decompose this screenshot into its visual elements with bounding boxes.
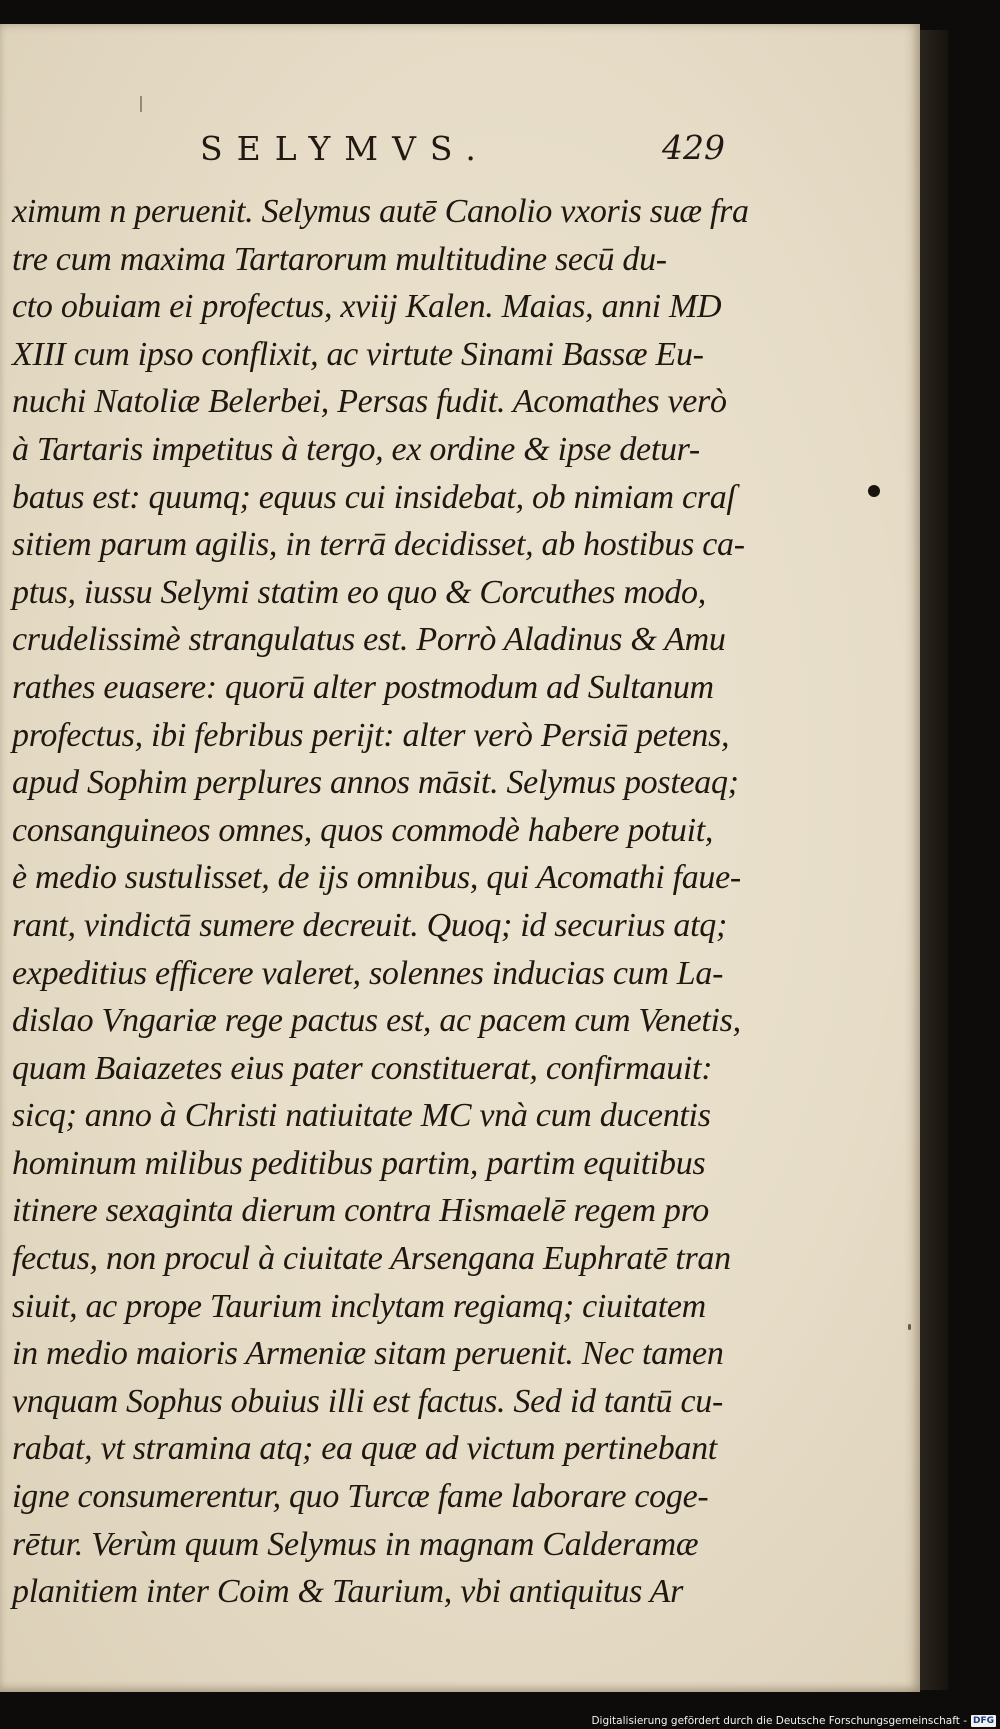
text-line: è medio sustulisset, de ijs omnibus, qui Acomathi faue-: [12, 859, 741, 897]
text-line: expeditius efficere valeret, solennes inducias cum La-: [12, 954, 724, 992]
text-line: tre cum maxima Tartarorum multitudine secū du-: [12, 240, 667, 278]
text-line: itinere sexaginta dierum contra Hismaelē regem pro: [12, 1192, 709, 1230]
page-number: 429: [662, 128, 725, 167]
text-line: profectus, ibi febribus perijt: alter verò Persiā petens,: [12, 716, 730, 754]
text-line: igne consumerentur, quo Turcæ fame laborare coge-: [12, 1478, 709, 1516]
text-line: XIII cum ipso conflixit, ac virtute Sinami Bassæ Eu-: [12, 335, 704, 373]
text-line: sicq; anno à Christi natiuitate MC vnà cum ducentis: [12, 1097, 711, 1135]
body-text: [12, 188, 764, 1616]
text-line: dislao Vngariæ rege pactus est, ac pacem cum Venetis,: [12, 1002, 741, 1040]
text-line: sitiem parum agilis, in terrā decidisset, ab hostibus ca-: [12, 526, 745, 564]
text-line: hominum milibus peditibus partim, partim equitibus: [12, 1144, 706, 1182]
text-line: rabat, vt stramina atq; ea quæ ad victum pertinebant: [12, 1430, 717, 1468]
text-line: batus est: quumq; equus cui insidebat, ob nimiam craſ: [12, 478, 736, 516]
text-line: quam Baiazetes eius pater constituerat, confirmauit:: [12, 1049, 713, 1087]
book-page: [0, 24, 920, 1692]
running-head: SELYMVS.: [200, 129, 490, 168]
text-line: rētur. Verùm quum Selymus in magnam Calderamæ: [12, 1525, 699, 1563]
text-line: rant, vindictā sumere decreuit. Quoq; id securius atq;: [12, 906, 727, 944]
ink-spot: [868, 485, 880, 497]
text-line: crudelissimè strangulatus est. Porrò Aladinus & Amu: [12, 621, 726, 659]
page-edge-shadow: [920, 30, 948, 1690]
text-line: siuit, ac prope Taurium inclytam regiamq; ciuitatem: [12, 1287, 706, 1325]
text-line: in medio maioris Armeniæ sitam peruenit. Nec tamen: [12, 1335, 724, 1373]
text-line: ximum n peruenit. Selymus autē Canolio vxoris suæ fra: [12, 193, 749, 230]
digitization-credit: [591, 1715, 996, 1727]
text-line: cto obuiam ei profectus, xviij Kalen. Maias, anni MD: [12, 288, 722, 326]
ink-speck: [908, 1324, 911, 1330]
margin-mark: [140, 96, 142, 112]
dfg-logo-icon: DFG: [972, 1716, 994, 1726]
text-line: fectus, non procul à ciuitate Arsengana Euphratē tran: [12, 1240, 731, 1278]
credit-text: Digitalisierung gefördert durch die Deutsche Forschungsgemeinschaft -: [591, 1715, 967, 1727]
text-line: planitiem inter Coim & Taurium, vbi antiquitus Ar: [12, 1573, 684, 1611]
text-line: ptus, iussu Selymi statim eo quo & Corcuthes modo,: [12, 573, 706, 611]
text-line: consanguineos omnes, quos commodè habere potuit,: [12, 811, 714, 849]
text-line: rathes euasere: quorū alter postmodum ad Sultanum: [12, 668, 714, 706]
text-line: à Tartaris impetitus à tergo, ex ordine & ipse detur-: [12, 430, 700, 468]
text-line: vnquam Sophus obuius illi est factus. Sed id tantū cu-: [12, 1382, 723, 1420]
text-line: apud Sophim perplures annos māsit. Selymus posteaq;: [12, 764, 739, 802]
text-line: nuchi Natoliæ Belerbei, Persas fudit. Acomathes verò: [12, 383, 727, 421]
